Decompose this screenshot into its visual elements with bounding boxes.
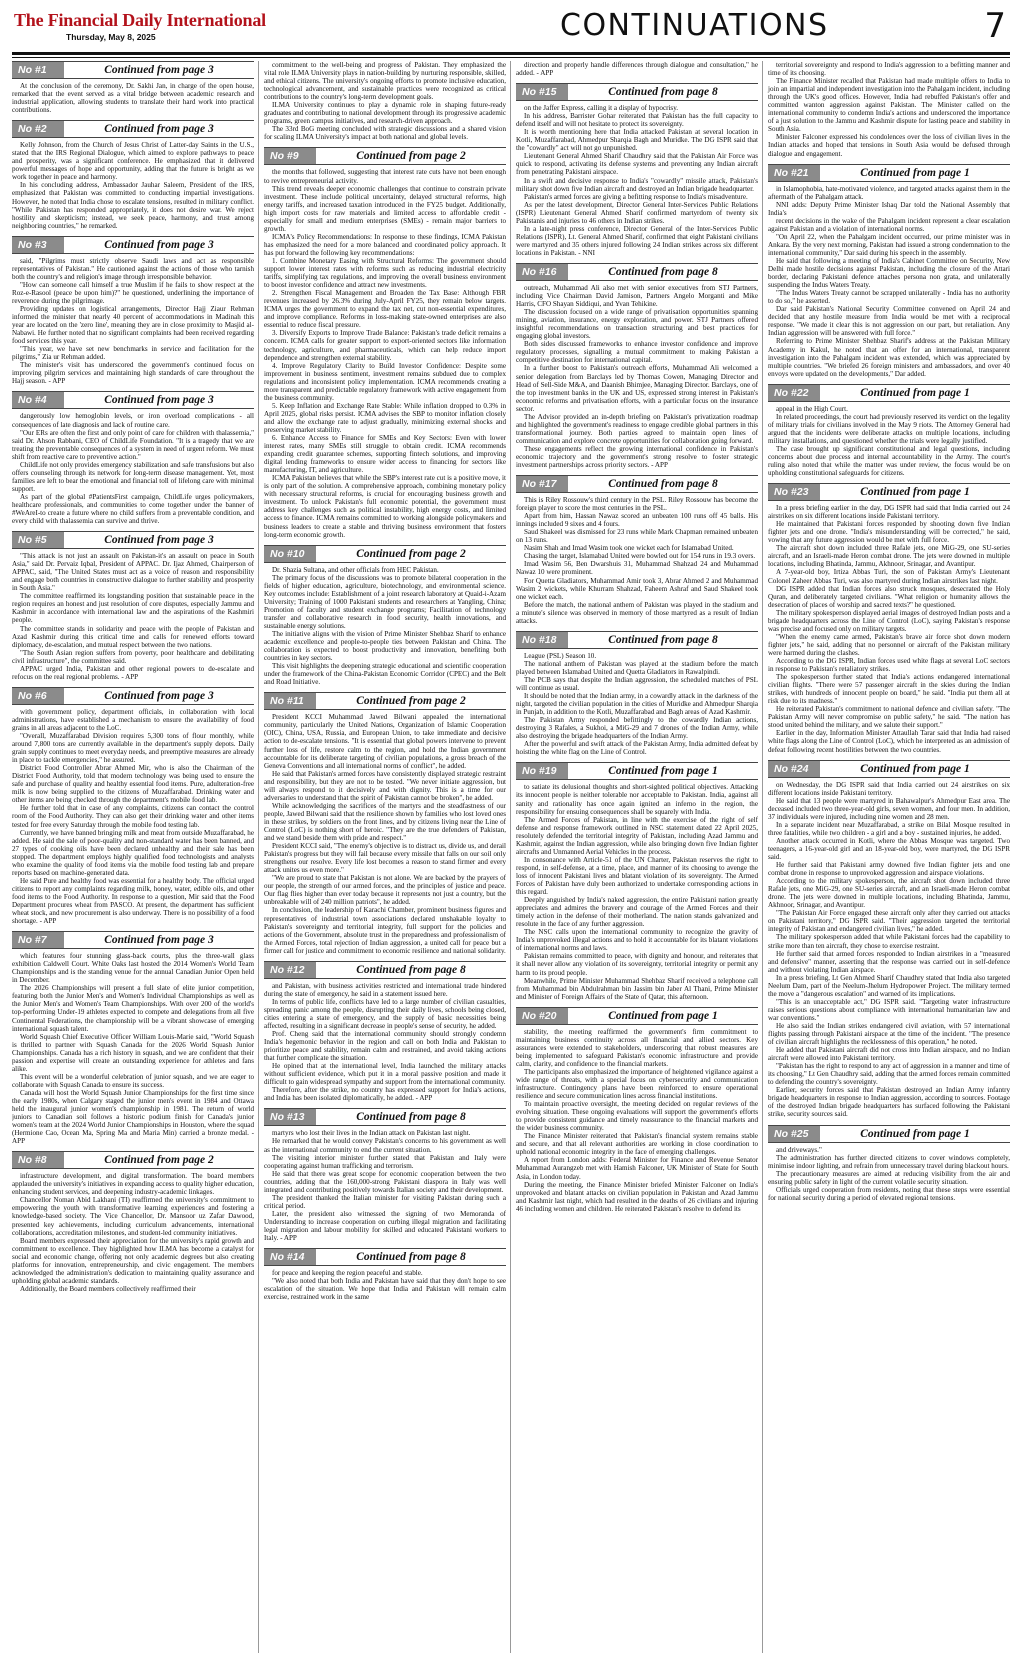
item-body [516,284,758,469]
item-number: No #13 [264,1109,316,1125]
paragraph: NNI adds: Deputy Prime Minister Ishaq Dar told the National Assembly that India's [768,200,1010,217]
continuation-item [264,1108,506,1242]
continuation-item [12,391,254,525]
paragraph: In a swift and decisive response to India's "cowardly" missile attack, Pakistan's military shot down five Indian aircraft and destroyed an Indian brigade headquarter. [516,176,758,193]
item-number: No #11 [264,693,316,709]
paragraph: A report from London adds: Federal Minister for Finance and Revenue Senator Muhammad Aurangzeb met with Hamish Falconer, UK Minister of State for South Asia, in London today. [516,1156,758,1181]
paragraph: In terms of public life, conflicts have led to a large number of civilian casualties, spreading panic among the people, disrupting their daily lives, schools being closed, cities entering a state of emergency, and the supply of basic necessities being affected, resulting in a significant decrease in people's sense of security, he added. [264,997,506,1030]
item-body [12,1172,254,1293]
paragraph: The Finance Minister recalled that Pakistan had made multiple offers to India to join an impartial and independent investigation into the Pahalgam incident, including through the UK's good offices. However, India had rebuffed Pakistan's offer and committed wanton aggression against Pakistan. The Minister called on the international community to condemn India's actions and underscored the importance of a just solution to the Jammu and Kashmir dispute for lasting peace and stability in South Asia. [768,77,1010,134]
continued-from-label: Continued from page 8 [608,633,718,646]
paragraph: In a separate incident near Muzaffarabad, a strike on Bilal Mosque resulted in three fatalities, while two children - a girl and a boy - sustained injuries, he added. [768,820,1010,837]
item-body [768,185,1010,378]
paragraph: ICMA's Policy Recommendations: In response to these findings, ICMA Pakistan has emphasized the need for a more balanced and coordinated policy approach. It has put forward the following key recommendations: [264,232,506,257]
paragraph: Therefore, after the strike, no country has expressed support for India's actions, and India has been isolated diplomatically, he added. - APP [264,1086,506,1103]
paragraph: Providing updates on logistical arrangements, Director Hajj Ziaur Rehman informed the minister that nearly 40 percent of accommodations in Madinah this year are located on the 'zero line', meaning they are in close proximity to Masjid al-Nabawi. He further noted that no significant complaints had been received regarding food services this year. [12,304,254,346]
paragraph: "The South Asian region suffers from poverty, poor healthcare and debilitating civil infrastructure", the committee said. [12,648,254,665]
item-header [516,1007,758,1025]
continued-from-label: Continued from page 3 [104,238,214,251]
item-body [516,652,758,757]
item-number: No #8 [12,1152,64,1168]
item-number: No #21 [768,165,820,181]
paragraph: He further said that armed forces responded to Indian airstrikes in a "measured and defensive" manner, asserting that the response was carried out in self-defence and without violating Indian airspace. [768,949,1010,974]
paragraph: Currently, we have banned bringing milk and meat from outside Muzaffarabad, he added. He said the sale of poor-quality and non-standard water has been banned, and 27 types of cooking oils have been declared unhealthy and their sale has been stopped. The department employs highly qualified food technologists and analysts who examine the quality of food items via the mobile food testing lab and prepare reports based on machine-generated data. [12,828,254,877]
paragraph: for peace and keeping the region peaceful and stable. [272,1269,423,1278]
paragraph: This trend reveals deeper economic challenges that continue to constrain private investment. These include political uncertainty, delayed structural reforms, high energy tariffs, and increased taxation introduced in the FY25 budget. Additionally, high import costs for raw materials and limited access to affordable credit - especially for small and medium enterprises (SMEs) - remain major barriers to growth. [264,184,506,233]
paragraph: Pakistan's armed forces are giving a befitting response to India's misadventure. [524,192,748,201]
paragraph: which features four stunning glass-back courts, plus the three-wall glass exhibition Caldwell Court. White Oaks last hosted the 2014 Women's World Team Championships and is the standing venue for the annual Canadian Junior Open held in December. [12,952,254,985]
paragraph: The visiting interior minister further stated that Pakistan and Italy were cooperating against human trafficking and terrorism. [264,1153,506,1170]
item-header [264,147,506,165]
paragraph: The precautionary measures are aimed at reducing visibility from the air and ensuring public safety in light of the current volatile security situation. [768,1169,1010,1186]
paragraph: The president thanked the Italian minister for visiting Pakistan during such a critical period. [264,1193,506,1210]
paragraph: The participants also emphasized the importance of heightened vigilance against a wide range of threats, with a special focus on cybersecurity and communication infrastructure. Contingency plans have been reinforced to ensure operational resilience and secure communication lines across financial institutions. [516,1067,758,1101]
paragraph: 1. Combine Monetary Easing with Structural Reforms: The government should support lower interest rates with reforms such as reducing industrial electricity tariffs, simplifying tax regulations, and improving the overall business environment to boost investor confidence and attract new investments. [264,256,506,290]
paragraph: Dar said Pakistan's National Security Committee convened on April 24 and decided that any hostile measure from India would be met with a reciprocal response. "We made it clear this is not aggression on our part, but retaliation. Any Indian aggression will be answered with full force." [768,305,1010,338]
paragraph: In conclusion, the leadership of Karachi Chamber, prominent business figures and representatives of industrial town associations declared unshakable loyalty to Pakistan's sovereignty and territorial integrity, full support for the policies and actions of the Government, absolute trust in the preparedness and professionalism of the Armed Forces, total rejection of Indian aggression, a united call for peace but a firmer call for justice and commitment to economic resilience and national solidarity. [264,906,506,955]
paragraph: and Pakistan, with business activities restricted and international trade hindered during the state of emergency, he said in a statement issued here. [264,981,506,998]
paragraph: As part of the global #PatientsFirst campaign, ChildLife urges policymakers, healthcare professionals, and communities to come together under the banner of #WeAreI-to create a future where no child suffers from a preventable condition, and every child with thalassemia can survive and thrive. [12,492,254,526]
paragraph: The Advisor provided an in-depth briefing on Pakistan's privatization roadmap and highlighted the government's readiness to engage credible global partners in this transformational journey. Both parties agreed to maintain open lines of communication and explore concrete opportunities for collaboration going forward. [516,412,758,445]
item-header [264,545,506,563]
paragraph: During the meeting, the Finance Minister briefed Minister Falconer on India's unprovoked and blatant attacks on civilian population in Pakistan and Azad Jammu and Kashmir last night, which had resulted in the deaths of 26 civilians and injuring 46 including women and children. He reiterated Pakistan's resolve to defend its [516,1180,758,1213]
paragraph: The spokesperson further stated that India's actions endangered international civilian flights. "There were 57 passenger aircraft in the skies during the Indian strikes, with hundreds of innocent people on board," he said. "India put them all at risk due to its madness." [768,673,1010,706]
item-body [516,783,758,1000]
continuation-item [768,483,1010,753]
item-body [12,141,254,230]
item-body [12,952,254,1145]
paragraph: The primary focus of the discussions was to promote bilateral cooperation in the fields of higher education, agriculture, biotechnology, and environmental science. Key outcomes include: Establishment of a joint research laboratory at Quaid-i-Azam University; Training of 1000 Pakistani students and researchers at Yangling, China; Promotion of faculty and student exchange programs; Facilitation of technology transfer and collaborative research in food security, health innovations, and sustainable energy solutions. [264,573,506,630]
item-number: No #3 [12,237,64,253]
item-number: No #5 [12,532,64,548]
continuation-item [768,61,1010,158]
paragraph: He said that following a meeting of India's Cabinet Committee on Security, New Delhi made hostile decisions against Pakistan, including the closure of the Attari border, declaring Pakistani defence attaches persona non grata, and unilaterally suspending the Indus Waters Treaty. [768,256,1010,290]
paragraph: This event will be a wonderful celebration of junior squash, and we are eager to collaborate with Squash Canada to ensure its success. [12,1072,254,1089]
item-number: No #22 [768,385,820,401]
article-columns [12,61,1010,1653]
item-body [12,257,254,386]
paragraph: and driveways." [776,1145,822,1154]
paragraph: 6. Enhance Access to Finance for SMEs and Key Sectors: Even with lower interest rates, many SMEs still struggle to obtain credit. ICMA recommends expanding credit guarantee schemes, supporting fintech solutions, and improving digital lending frameworks to ensure wider access to financing for sectors like manufacturing, IT, and agriculture. [264,434,506,475]
paragraph: Additionally, the Board members collectively reaffirmed their [20,1284,196,1293]
continuation-item [516,61,758,77]
continuation-item [264,147,506,538]
continuation-item [264,545,506,687]
paragraph: In his concluding address, Ambassador Jauhar Saleem, President of the IRS, emphasized that Pakistan was committed to conducting impartial investigations. However, he noted that India chose to escalate tensions, resulted in military conflict. "While Pakistan has responded appropriately, it does not desire war. We reject hostility and skepticism; instead, we seek peace, harmony, and trust among neighboring countries," he remarked. [12,181,254,230]
item-body [516,104,758,257]
continued-from-label: Continued from page 8 [608,478,718,491]
page-number: 7 [984,6,1006,46]
paragraph: The 33rd BoG meeting concluded with strategic discussions and a shared vision for scaling ILMA University's impact at both national and global levels. [264,125,506,142]
continuation-item [768,760,1010,1119]
paragraph: The Pakistan Army responded befittingly to the cowardly Indian actions, destroying 3 Rafales, a Sukhoi, a MiG-29 and 7 drones of the Indian Army, while also destroying the brigade headquarters of the Indian Army. [516,716,758,741]
paragraph: "We are proud to state that Pakistan is not alone. We are backed by the prayers of our people, the strength of our armed forces, and the principles of justice and peace. Our flag flies higher than ever today because it represents not just a country, but the unbreakable will of 240 million patriots", he added. [264,874,506,907]
paragraph: martyrs who lost their lives in the Indian attack on Pakistan last night. [272,1129,471,1138]
continuation-item [768,164,1010,378]
item-number: No #9 [264,148,316,164]
item-header [516,631,758,649]
item-number: No #24 [768,761,820,777]
paragraph: In consonance with Article-51 of the UN Charter, Pakistan reserves the right to respond, in self-defense, at a time, place, and manner of its choosing to avenge the loss of innocent Pakistani lives and blatant violation of its sovereignty. The Armed Forces of Pakistan have duly been authorized to undertake corresponding actions in this regard. [516,855,758,897]
paragraph: "How can someone call himself a true Muslim if he fails to show respect at the Roz-e-Rasool (peace be upon him)?" he questioned, underlining the importance of reverence during the pilgrimage. [12,280,254,305]
paragraph: He maintained that Pakistani forces responded by shooting down five Indian fighter jets and one drone. "India's misunderstanding will be corrected," he said, vowing that any future aggression would be met with full force. [768,520,1010,545]
item-number: No #25 [768,1126,820,1142]
paragraph: on Wednesday, the DG ISPR said that India carried out 24 airstrikes on six different locations inside Pakistani territory. [768,780,1010,797]
paragraph: recent decisions in the wake of the Pahalgam incident represent a clear escalation against Pakistan and a violation of international norms. [768,216,1010,233]
paragraph: Kelly Johnson, from the Church of Jesus Christ of Latter-day Saints in the U.S., stated that the IRS Regional Dialogue, which aimed to explore pathways to peace and prosperity, was a significant conference. He emphasized that it delivered powerful messages of hope and opportunity, adding that the future is bright as we work together in peace and harmony. [12,141,254,182]
masthead-rule [12,52,1010,55]
paragraph: The 2026 Championships will present a full slate of elite junior competition, featuring both the Junior Men's and Women's Individual Championships as well as the Junior Men's and Women's Team Championships. With over 200 of the world's top-performing Under-19 athletes expected to compete and delegations from all five Continental Federations, the championship will be a vibrant showcase of emerging international squash talent. [12,984,254,1033]
item-body [264,1269,506,1301]
paragraph: The military spokesperson displayed aerial images of destroyed Indian posts and a brigade headquarters across the Line of Control (LoC), saying Pakistan's response was precise and focused only on military targets. [768,608,1010,633]
paragraph: At the conclusion of the ceremony, Dr. Sakhi Jan, in charge of the open house, remarked that the event served as a vital bridge between academic research and industrial application, allowing students to translate their hard work into practical contributions. [12,82,254,115]
continued-from-label: Continued from page 3 [104,689,214,702]
item-header [12,1151,254,1169]
paragraph: on the Jaffer Express, calling it a display of hypocrisy. [524,104,679,113]
paragraph: with government policy, department officials, in collaboration with local administrations, have established a mechanism to ensure the availability of food grains in all areas adjacent to the LoC. [12,707,254,732]
item-header [264,1108,506,1126]
continuation-item [12,120,254,230]
item-body [264,566,506,687]
paragraph: appeal in the High Court. [776,404,848,413]
paragraph: "This is an unacceptable act," DG ISPR said. "Targeting water infrastructure raises serious questions about compliance with international humanitarian law and war conventions." [768,997,1010,1022]
paragraph: World Squash Chief Executive Officer William Louis-Marie said, "World Squash is thrilled to partner with Squash Canada for the 2026 World Squash Junior Championships. Canada has a rich history in squash, and we are confident that their passion and expertise will create an outstanding experience for athletes and fans alike. [12,1032,254,1073]
paragraph: "This year, we have set new benchmarks in service and facilitation for the pilgrims," Zia ur Rehman added. [12,345,254,362]
paragraph: In a further boost to Pakistan's outreach efforts, Muhammad Ali welcomed a senior delegation from Barclays led by Thomas Cowen, Managing Director and Head of Sell-Side M&A, and Daanish Bhimjee, Managing Director. Barclays, one of the top investment banks in the UK and US, expressed strong interest in Pakistan's economic reforms and privatisation efforts, with a particular focus on the insurance sector. [516,364,758,413]
paragraph: The initiative aligns with the vision of Prime Minister Shehbaz Sharif to enhance academic excellence and people-to-people ties between Pakistan and China. The collaboration is expected to boost productivity and innovation, benefiting both countries in key sectors. [264,630,506,663]
paragraph: He said that Pakistan's armed forces have consistently displayed strategic restraint and responsibility, but they are not to be tested. "We never initiate aggression, but will always respond to it decisively and with dignity. This is a time for our adversaries to understand that the spirit of Pakistan cannot be broken", he added. [264,769,506,802]
paragraph: commitment to the well-being and progress of Pakistan. They emphasized the vital role ILMA University plays in nation-building by nurturing responsible, skilled, and ethical citizens. The university's ongoing efforts to promote inclusive education, technological advancement, and sustainable practices were recognized as critical contributions to the country's long-term development goals. [264,61,506,102]
paragraph: 2. Strengthen Fiscal Management and Broaden the Tax Base: Although FBR revenues increased by 26.3% during July-April FY25, they remain below targets. ICMA urges the government to expand the tax net, cut non-essential expenditures, and improve compliance. Reforms in loss-making state-owned enterprises are also essential to reduce fiscal pressure. [264,289,506,330]
paragraph: In related proceedings, the court had previously reserved its verdict on the legality of military trials for civilians involved in the May 9 riots. The Attorney General had argued that the incidents were deliberate attacks on multiple locations, including military installations, and questioned whether the trials were legally justified. [768,412,1010,445]
item-header [516,475,758,493]
continued-from-label: Continued from page 3 [104,934,214,947]
continued-from-label: Continued from page 8 [356,963,466,976]
paragraph: In a late-night press conference, Director General of the Inter-Services Public Relations (ISPR), Lt. General Ahmed Sharif, confirmed that eight Pakistani civilians were martyred and 35 others injured following 24 Indian strikes across six different locations in Pakistan. - NNI [516,224,758,257]
paragraph: This is Riley Rossouw's third century in the PSL. Riley Rossouw has become the foreign player to score the most centuries in the PSL. [516,496,758,513]
paragraph: DG ISPR added that Indian forces also struck mosques, desecrated the Holy Quran, and deliberately targeted civilians. "What religion or humanity allows the desecration of places of worship and sacred texts?" he questioned. [768,584,1010,609]
continued-from-label: Continued from page 1 [860,386,970,399]
paragraph: The military spokesperson added that while Pakistani forces had the capability to strike more than ten aircraft, they chose to exercise restraint. [768,933,1010,950]
paragraph: Earlier in the day, Information Minister Attaullah Tarar said that India had raised white flags along the Line of Control (LoC), which he interpreted as an admission of defeat following recent hostilities between the two countries. [768,729,1010,754]
continuation-item [768,1125,1010,1202]
paragraph: For Quetta Gladiators, Muhammad Amir took 3, Abrar Ahmed 2 and Muhammad Wasim 2 wickets, while Khurram Shahzad, Faheem Ashraf and Saud Shakeel took one wicket each. [516,576,758,601]
paragraph: The committee stands in solidarity and peace with the people of Pakistan and Azad Kashmir during this critical time and calls for renewed efforts toward diplomacy, de-escalation, and mutual respect between the two nations. [12,624,254,649]
paragraph: In a press briefing, Lt Gen Ahmed Sharif Chaudhry stated that India also targeted Neelum Dam, part of the Neelum-Jhelum Hydropower Project. The military termed the move a "dangerous escalation" and warned of its implications. [768,973,1010,998]
continued-from-label: Continued from page 2 [356,547,466,560]
continuation-item [516,83,758,257]
item-number: No #17 [516,476,568,492]
item-number: No #2 [12,121,64,137]
paragraph: Meanwhile, Prime Minister Muhammad Shehbaz Sharif received a telephone call from Muhammad bin Abdulrahman bin Jassim bin Jaber Al Thani, Prime Minister and Minister of Foreign Affairs of the State of Qatar, this afternoon. [516,976,758,1001]
paragraph: in Islamophobia, hate-motivated violence, and targeted attacks against them in the aftermath of the Pahalgam attack. [768,184,1010,201]
item-number: No #4 [12,392,64,408]
paragraph: "This attack is not just an assault on Pakistan-it's an assault on peace in South Asia," said Dr. Pervaiz Iqbal, President of APPAC. Dr. Ijaz Ahmed, Chairperson of APPAC, said, "The United States must act as a voice of reason and responsibility and engage both countries in constructive dialogue to further stability and prosperity in South Asia." [12,552,254,593]
item-number: No #10 [264,546,316,562]
paragraph: Saud Shakeel was dismissed for 23 runs while Mark Chapman remained unbeaten on 13 runs. [516,528,758,545]
continuation-item [12,531,254,681]
paragraph: Both sides discussed frameworks to enhance investor confidence and improve regulatory processes, signalling a mutual commitment to making Pakistan a competitive destination for international capital. [516,340,758,365]
paragraph: "On April 22, when the Pahalgam incident occurred, our prime minister was in Ankara. By the very next morning, Pakistan had issued a strong condemnation to the international community," Dar said during his speech in the assembly. [768,232,1010,257]
paragraph: Board members expressed their appreciation for the university's rapid growth and commitment to excellence. They highlighted how ILMA has become a catalyst for social and economic change, offering not only academic degrees but also creating platforms for innovation, entrepreneurship, and civic engagement. The members acknowledged the administration's dedication to maintaining quality assurance and upholding global academic standards. [12,1236,254,1285]
continuation-item [264,61,506,141]
item-body [516,1028,758,1213]
paragraph: The case brought up significant constitutional and legal questions, including concerns about due process and internal accountability in the Army. The court's ruling also noted that while the matter was under review, the focus would be on upholding constitutional safeguards for citizens. [768,444,1010,478]
paragraph: stability, the meeting reaffirmed the government's firm commitment to maintaining business continuity across all financial and allied sectors. Key assurances were extended to stakeholders, underscoring that robust measures are being implemented to safeguard Pakistan's economic infrastructure and provide calm, clarity, and confidence to the financial markets. [516,1027,758,1068]
continuation-item [12,687,254,925]
paragraph: Canada will host the World Squash Junior Championships for the first time since the early 1980s, when Calgary staged the junior men's event in 1984 and Ottawa held the inaugural junior women's championship in 1981. The return of world juniors to Canadian soil follows a historic podium finish for Canada's junior women's team at the 2024 World Junior Championships in Houston, where the squad (Hermione Cao, Ocean Ma, Spring Ma and Maria Min) carried a bronze medal. - APP [12,1088,254,1146]
continued-from-label: Continued from page 2 [104,1154,214,1167]
continued-from-label: Continued from page 1 [860,762,970,775]
paragraph: Imad Wasim 56, Ben Dwarshuis 31, Muhammad Shahzad 24 and Muhammad Nawaz 10 were prominent. [516,560,758,577]
paragraph: President KCCI said, "The enemy's objective is to distract us, divide us, and derail Pakistan's progress but they will fail because every missile that falls on our soil only strengthens our resolve. Every life lost becomes a reason to stand firmer and every attack unites us even more." [264,842,506,875]
item-header [768,1125,1010,1143]
paragraph: The discussion focused on a wide range of privatisation opportunities spanning mining, aviation, insurance, energy exploration, and power. STJ Partners offered insightful recommendations on transaction structuring and best practices for engaging global investors. [516,308,758,341]
continuation-item [12,931,254,1145]
item-header [768,384,1010,402]
paragraph: "When the enemy came armed, Pakistan's brave air force shot down modern fighter jets," he said, adding that no personnel or aircraft of the Pakistan military were harmed during the clashes. [768,632,1010,657]
continued-from-label: Continued from page 3 [104,394,214,407]
item-body [768,1146,1010,1202]
paragraph: Deeply anguished by India's naked aggression, the entire Pakistani nation greatly appreciates and admires the bravery and courage of the Armed Forces and their timely action in the defense of their motherland. The nation stands galvanized and resolute in the face of any further aggression. [516,896,758,929]
paragraph: After the powerful and swift attack of the Pakistan Army, India admitted defeat by hoisting the white flag on the Line of Control. [516,740,758,757]
paragraph: outreach, Muhammad Ali also met with senior executives from STJ Partners, including Vice Chairman David Jamison, Partners Angelo Morganti and Mike Harris, CFO Shayan Siddiqui, and Yvan Tehikine. [516,283,758,309]
paragraph: Apart from him, Hassan Nawaz scored an unbeaten 100 runs off 45 balls. His innings included 9 sixes and 4 fours. [516,512,758,529]
item-number: No #20 [516,1008,568,1024]
paragraph: ChildLife not only provides emergency stabilization and safe transfusions but also offers counseling through its network for long-term disease management. Yet, most families are left to bear the emotional and financial toll of lifelong care with minimal support. [12,460,254,493]
paragraph: It should be noted that the Indian army, in a cowardly attack in the darkness of the night, targeted the civilian population in the cities of Muridke and Ahmedpur Sharqia in Punjab, in addition to the Kotli, Muzaffarabad and Bagh areas of Azad Kashmir. [516,692,758,717]
continued-from-label: Continued from page 3 [104,534,214,547]
paragraph: "The Pakistan Air Force engaged these aircraft only after they carried out attacks on Pakistani territory," DG ISPR said. "Their aggression targeted the territorial integrity of Pakistan and endangered civilian lives," he added. [768,909,1010,934]
item-header [264,961,506,979]
paragraph: APPAC urged India, Pakistan and other regional powers to de-escalate and refocus on the real regional problems. - APP [12,664,254,681]
paragraph: the months that followed, suggesting that interest rate cuts have not been enough to revive entrepreneurial activity. [264,168,506,185]
paragraph: According to the DG ISPR, Indian forces used white flags at several LoC sectors in response to Pakistan's retaliatory strikes. [768,657,1010,674]
item-body [12,82,254,114]
continuation-item [264,692,506,954]
paragraph: Lieutenant General Ahmed Sharif Chaudhry said that the Pakistan Air Force was quick to respond, activating its defense systems and preventing any Indian aircraft from penetrating Pakistani airspace. [516,152,758,177]
paragraph: The national anthem of Pakistan was played at the stadium before the match played between Islamabad United and Quetta Gladiators in Rawalpindi. [516,659,758,676]
column-1 [12,61,254,1653]
paragraph: direction and properly handle differences through dialogue and consultation," he added. - APP [516,61,758,78]
item-header [12,120,254,138]
paragraph: 5. Keep Inflation and Exchange Rate Stable: While inflation dropped to 0.3% in April 2025, global risks persist. ICMA advises the SBP to monitor inflation closely and allow the exchange rate to adjust gradually, minimizing external shocks and preserving market stability. [264,401,506,434]
paragraph: He said that there was great scope for economic cooperation between the two countries, adding that the 160,000-strong Pakistani diaspora in Italy was well integrated and contributing positively towards Italian society and their development. [264,1169,506,1194]
item-body [768,504,1010,753]
paragraph: The Finance Minister reiterated that Pakistan's financial system remains stable and secure, and that all relevant authorities are working in close coordination to uphold national economic integrity in the face of emerging challenges. [516,1132,758,1157]
paragraph: to satiate its delusional thoughts and short-sighted political objectives. Attacking its innocent people is neither tolerable nor acceptable to Pakistan. India, against all sanity and rationality has once again ignited an inferno in the region, the responsibility for ensuing consequences shall be squarely with India. [516,783,758,816]
item-body [12,412,254,525]
item-number: No #19 [516,763,568,779]
issue-date: Thursday, May 8, 2025 [66,32,156,42]
paragraph: territorial sovereignty and respond to India's aggression to a befitting manner and time of its choosing. [768,61,1010,78]
masthead [12,8,1010,48]
item-number: No #16 [516,264,568,280]
item-header [768,760,1010,778]
paragraph: 3. Diversify Exports to Improve Trade Balance: Pakistan's trade deficit remains a concern. ICMA calls for greater support to export-oriented sectors like information technology, agriculture, and pharmaceuticals, which can help reduce import dependence and strengthen external stability. [264,329,506,362]
continued-from-label: Continued from page 3 [104,123,214,136]
paragraph: It is worth mentioning here that India attacked Pakistan at several location in Kotli, Muzaffarabad, Ahmedpur Sharqia Bagh and Muridke. The DG ISPR said that the "cowardly" act will not go unpunished. [516,128,758,153]
continuation-item [516,762,758,1000]
item-header [516,83,758,101]
paragraph: He added that Pakistani aircraft did not cross into Indian airspace, and no Indian aircraft were allowed into Pakistani territory. [768,1046,1010,1063]
continuation-item [264,1248,506,1301]
continued-from-label: Continued from page 2 [356,695,466,708]
item-header [12,687,254,705]
paragraph: As per the latest development, Director General Inter-Services Public Relations (ISPR) Lieutenant General Ahmed Sharif confirmed martyrdom of twenty six Pakistanis and injuries to 46 others in Indian strikes. [516,200,758,225]
item-body [264,1129,506,1242]
brand-block [14,10,266,42]
column-2 [258,61,506,1653]
paragraph: This visit highlights the deepening strategic educational and scientific cooperation under the framework of the China-Pakistan Economic Corridor (CPEC) and the Belt and Road Initiative. [264,662,506,687]
paragraph: "Our ERs are often the first and only point of care for children with thalassemia," said Dr. Ahson Rabbani, CEO of ChildLife Foundation. "It is a tragedy that we are treating the preventable consequences of a system in need of urgent reform. We must shift from reactive care to preventive action." [12,428,254,461]
section-title: CONTINUATIONS [560,8,829,43]
item-body [264,982,506,1103]
paragraph: Officials urged cooperation from residents, noting that these steps were essential for national security during a period of elevated regional tensions. [768,1185,1010,1202]
paragraph: The administration has further directed citizens to cover windows completely, minimise indoor lighting, and refrain from unnecessary travel during blackout hours. [768,1153,1010,1170]
item-header [516,762,758,780]
item-body [264,168,506,538]
paragraph: infrastructure development, and digital transformation. The board members applauded the university's initiatives in expanding access to quality higher education, enhancing student services, and deepening industry-academic linkages. [12,1172,254,1197]
continued-from-label: Continued from page 1 [860,486,970,499]
continuation-item [516,475,758,625]
paragraph: He further said that Pakistani army downed five Indian fighter jets and one combat drone in response to unprovoked aggression and airspace violations. [768,861,1010,878]
column-4 [762,61,1010,1653]
item-body [12,708,254,925]
paragraph: The committee reaffirmed its longstanding position that sustainable peace in the region requires an honest and just resolution of core disputes, especially Jammu and Kashmir in accordance with international law and the aspirations of the Kashmiri people. [12,592,254,625]
continuation-item [12,61,254,114]
paragraph: Referring to Prime Minister Shehbaz Sharif's address at the Pakistan Military Academy in Kakul, he noted that an offer for an international, transparent investigation into the Pahalgam incident was extended, which was appreciated by multiple countries. "We briefed 26 foreign ministers and ambassadors, and over 40 envoys were updated on the developments," Dar added. [768,337,1010,378]
item-header [264,1248,506,1266]
item-header [12,61,254,79]
paragraph: He also said the Indian strikes endangered civil aviation, with 57 international flights passing through Pakistani airspace at the time of the incident. "The presence of civilian aircraft highlights the recklessness of this operation," he noted. [768,1021,1010,1047]
paragraph: Chasing the target, Islamabad United were bowled out for 154 runs in 19.3 overs. [524,552,756,561]
item-number: No #23 [768,484,820,500]
item-header [12,391,254,409]
paragraph: ILMA University continues to play a dynamic role in shaping future-ready graduates and contributing to national development through its progressive academic programs, green campus initiatives, and research-driven approach. [264,101,506,126]
paragraph: The Armed Forces of Pakistan, in line with the exercise of the right of self defense and response framework outlined in NSC statement dated 22 April 2025, resolutely defended the territorial integrity of Pakistan, including Azad Jammu and Kashmir, against the Indian aggression, while also bringing down five Indian fighter aircrafts and Unmanned Aerial Vehicles in the process. [516,815,758,856]
paragraph: "Pakistan has the right to respond to any act of aggression in a manner and time of its choosing," Lt Gen Chaudhry said, adding that the armed forces remain committed to defending the country's sovereignty. [768,1062,1010,1087]
item-header [12,236,254,254]
item-header [264,692,506,710]
item-number: No #15 [516,84,568,100]
continuation-item [12,1151,254,1293]
paragraph: To maintain proactive oversight, the meeting decided on regular reviews of the evolving situation. These ongoing evaluations will support the government's efforts to provide consistent guidance and timely reassurance to the financial markets and the wider business community. [516,1100,758,1133]
paragraph: According to the military spokesperson, the aircraft shot down included three Rafale jets, one MiG-29, one SU-series aircraft, and an Israeli-made Heron combat drone. The jets were downed in multiple locations, including Bhatinda, Jammu, Akhnoor, Srinagar, and Avantipur. [768,877,1010,910]
paragraph: The PCB says that despite the Indian aggression, the scheduled matches of PSL will continue as usual. [516,675,758,692]
item-body [264,61,506,141]
paragraph: Prof. Cheng said that the international community should strongly condemn India's hegemonic behavior in the region and call on both India and Pakistan to prioritize peace and stability, remain calm and restrained, and avoid taking actions that further complicate the situation. [264,1030,506,1063]
item-header [768,483,1010,501]
item-number: No #18 [516,632,568,648]
continuation-item [768,384,1010,477]
paragraph: A 7-year-old boy, Irtiza Abbas Turi, the son of Pakistan Army's Lieutenant Colonel Zaheer Abbas Turi, was also martyred during Indian airstrikes last night. [768,568,1010,585]
item-header [12,531,254,549]
continued-from-label: Continued from page 8 [356,1111,466,1124]
paragraph: He opined that at the international level, India launched the military attacks without sufficient evidence, which put it in a moral passive position and made it difficult to gain widespread sympathy and support from the international community. [264,1062,506,1087]
continuation-item [516,1007,758,1213]
paragraph: "We also noted that both India and Pakistan have said that they don't hope to see escalation of the situation. We hope that India and Pakistan will remain calm exercise, restrained work in the same [264,1277,506,1302]
paragraph: The NSC calls upon the international community to recognize the gravity of India's unprovoked illegal actions and to hold it accountable for its blatant violations of international norms and laws. [516,928,758,953]
paragraph: League (PSL) Season 10. [524,651,597,660]
paragraph: Pakistan remains committed to peace, with dignity and honour, and reiterates that it shall never allow any violation of its sovereignty, territorial integrity or permit any harm to its proud people. [516,952,758,977]
paragraph: Later, the president also witnessed the signing of two Memoranda of Understanding to increase cooperation on curbing illegal migration and facilitating legal migration and labour mobility for skilled and educated Pakistani workers to Italy. - APP [264,1209,506,1243]
item-body [768,405,1010,477]
item-number: No #14 [264,1249,316,1265]
paragraph: Nasim Shah and Imad Wasim took one wicket each for Islamabad United. [524,544,734,553]
paragraph: These engagements reflect the growing international confidence in Pakistan's economic trajectory and the government's strong resolve to foster strategic investment partnerships across priority sectors. - APP [516,444,758,470]
item-body [264,713,506,954]
continuation-item [516,263,758,469]
item-header [516,263,758,281]
column-3 [510,61,758,1653]
paragraph: said, "Pilgrims must strictly observe Saudi laws and act as responsible representatives of Pakistan." He cautioned against the actions of those who tarnish both the country's and religion's image through irresponsible behavior. [12,256,254,281]
paragraph: The minister's visit has underscored the government's continued focus on improving pilgrim services and maintaining high standards of care throughout the Hajj season. - APP [12,361,254,386]
paragraph: Before the match, the national anthem of Pakistan was played in the stadium and a minute's silence was observed in memory of those martyred as a result of Indian attacks. [516,600,758,625]
item-number: No #12 [264,962,316,978]
newspaper-name: The Financial Daily International [14,10,266,30]
continued-from-label: Continued from page 1 [608,1009,718,1022]
item-number: No #7 [12,932,64,948]
item-body [768,61,1010,158]
paragraph: Dr. Shazia Sultana, and other officials from HEC Pakistan. [272,565,439,574]
paragraph: He reiterated Pakistan's commitment to national defence and civilian safety. "The Pakistan Army will never compromise on public safety," he said. "The nation has stood united behind the military, and we salute their support." [768,705,1010,730]
paragraph: 4. Improve Regulatory Clarity to Build Investor Confidence: Despite some improvement in business sentiment, investment remains subdued due to complex regulations and inconsistent policy implementation. ICMA recommends creating a more transparent and predictable regulatory framework with active engagement from the business community. [264,361,506,402]
item-body [516,61,758,77]
continued-from-label: Continued from page 8 [608,86,718,99]
paragraph: ICMA Pakistan believes that while the SBP's interest rate cut is a positive move, it is only part of the solution. A comprehensive approach, combining monetary policy with necessary structural reforms, is crucial for encouraging business growth and investment. To unlock Pakistan's full economic potential, the government must address key challenges such as political instability, high energy costs, and limited access to finance. ICMA remains committed to working alongside policymakers and business leaders to create a stable and thriving business environment that fosters long-term economic growth. [264,474,506,539]
item-body [768,781,1010,1119]
continuation-item [516,631,758,757]
continued-from-label: Continued from page 1 [608,765,718,778]
continued-from-label: Continued from page 8 [608,265,718,278]
continued-from-label: Continued from page 8 [356,1251,466,1264]
paragraph: In his address, Barrister Gohar reiterated that Pakistan has the full capacity to defend itself and will not hesitate to protect its sovereignty. [516,112,758,129]
paragraph: Chancellor Noman Abid Lakhani (TI) reaffirmed the university's commitment to empowering the youth with transformative learning experiences and fostering a knowledge-based society. The Vice Chancellor, Dr. Mansoor uz Zafar Dawood, presented key achievements, including curriculum advancements, international collaborations, accreditation milestones, and student-led community initiatives. [12,1196,254,1237]
paragraph: He remarked that he would convey Pakistan's concerns to his government as well as the international community to end the current situation. [264,1137,506,1154]
continued-from-label: Continued from page 2 [356,150,466,163]
paragraph: Another attack occurred in Kotli, where the Abbas Mosque was targeted. Two teenagers, a 16-year-old girl and an 18-year-old boy, were martyred, the DG ISPR said. [768,836,1010,861]
paragraph: In a press briefing earlier in the day, DG ISPR had said that India carried out 24 airstrikes on six different locations inside Pakistani territory. [768,504,1010,521]
item-number: No #1 [12,62,64,78]
paragraph: Earlier, security forces said that Pakistan destroyed an Indian Army infantry brigade headquarters in response to Indian aggression, according to sources. Footage of the destroyed Indian brigade headquarters has surfaced following the Pakistani strike, security sources said. [768,1086,1010,1119]
continuation-item [12,236,254,386]
continued-from-label: Continued from page 1 [860,166,970,179]
paragraph: dangerously low hemoglobin levels, or iron overload complications - all consequences of late diagnosis and lack of routine care. [12,412,254,429]
continued-from-label: Continued from page 1 [860,1127,970,1140]
masthead-rule-thin [12,57,1010,58]
item-body [516,496,758,625]
paragraph: "Overall, Muzaffarabad Division requires 5,300 tons of flour monthly, while around 7,800 tons are currently available in the department's supply depots. Daily grain supply continues to meet everyday needs, and preemptive measures are already in place to tackle emergencies," he assured. [12,732,254,765]
item-number: No #6 [12,688,64,704]
paragraph: He said Pure and healthy food was essential for a healthy body. The official urged citizens to report any complaints regarding milk, honey, water, edible oils, and other food items to the Food Authority. In response to a question, Mir said that the Food Department procures wheat from PASCO. At present, the department has sufficient wheat stock, and new procurement is also underway. There is no possibility of a food shortage. - APP [12,876,254,926]
paragraph: While acknowledging the sacrifices of the martyrs and the steadfastness of our people, Jawed Bilwani said that the resilience shown by families who lost loved ones in these strikes, by soldiers on the front lines, and by citizens living near the Line of Control (LoC) is nothing short of heroic. "They are the true defenders of Pakistan, and we stand beside them with pride and respect." [264,801,506,843]
continuation-item [264,961,506,1103]
paragraph: He further told that in case of any complaints, citizens can contact the control room of the Food Authority. They can also get their drinking water and other items tested for free every Saturday through the mobile food testing lab. [12,804,254,829]
paragraph: Minister Falconer expressed his condolences over the loss of civilian lives in the Indian attacks and hoped that tensions in South Asia would be defused through dialogue and engagement. [768,133,1010,158]
item-header [768,164,1010,182]
item-header [12,931,254,949]
paragraph: President KCCI Muhammad Jawed Bilwani appealed the international community, particularly the United Nations, Organization of Islamic Cooperation (OIC), China, USA, Russia, and European Union, to take immediate and decisive action to de-escalate tensions. "It is essential that global powers intervene to prevent further loss of life, restore calm to the region, and hold the Indian government accountable for its deliberate targeting of civilian populations, a gross breach of the Geneva Conventions and all international norms of conflict", he added. [264,713,506,770]
continued-from-label: Continued from page 3 [104,64,214,76]
paragraph: He said that 13 people were martyred in Bahawalpur's Ahmedpur East area. The deceased included two three-year-old girls, seven women, and four men. In addition, 37 individuals were injured, including nine women and 28 men. [768,796,1010,821]
paragraph: District Food Controller Abrar Ahmed Mir, who is also the Chairman of the District Food Authority, told that modern technology was being used to ensure the safe and purchase of quality and healthy essential food items. Pure, adulteration-free milk is now being supplied to the citizens of Muzaffarabad. Drinking water and other items are being checked through the department's mobile food lab. [12,764,254,805]
paragraph: "The Indus Waters Treaty cannot be scrapped unilaterally - India has no authority to do so," he asserted. [768,289,1010,306]
paragraph: The aircraft shot down included three Rafale jets, one MiG-29, one SU-series aircraft, and an Israeli-made Heron combat drone. The jets were downed in multiple locations, including Bhatinda, Jammu, Akhnoor, Srinagar, and Avantipur. [768,544,1010,569]
item-body [12,552,254,681]
